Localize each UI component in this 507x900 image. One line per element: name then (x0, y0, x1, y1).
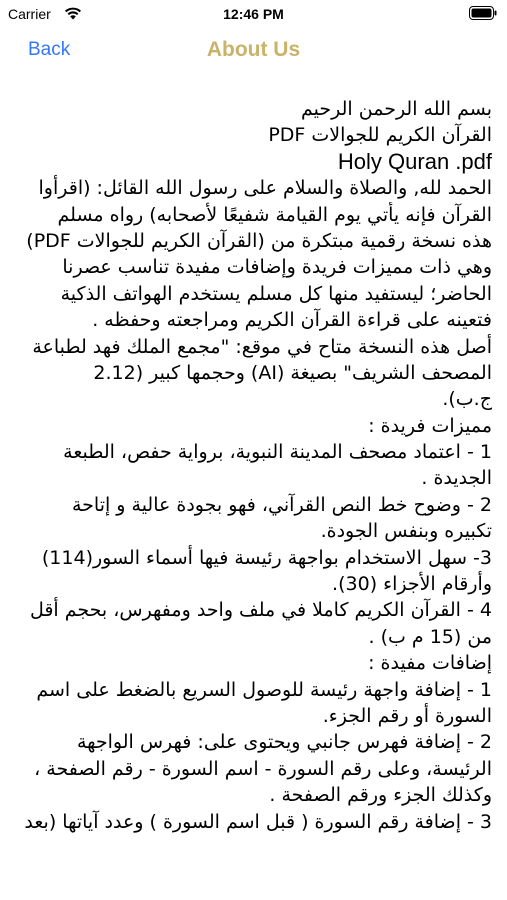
text-line: 3 - إضافة رقم السورة ( قبل اسم السورة ) وعدد آياتها (بعد (24, 810, 492, 833)
text-line: الحمد لله, والصلاة والسلام على رسول الله القائل: (اقرأوا (38, 177, 492, 200)
text-line: ج.ب). (442, 388, 492, 411)
text-line: 1 - إضافة واجهة رئيسة للوصول السريع بالضغط على اسم (36, 678, 492, 701)
text-line: القرآن فإنه يأتي يوم القيامة شفيعًا لأصحابه) رواه مسلم (57, 203, 492, 226)
text-line: 1 - اعتماد مصحف المدينة النبوية، برواية حفص، الطبعة (63, 441, 492, 464)
status-time: 12:46 PM (223, 6, 284, 22)
text-line: فتعينه على قراءة القرآن الكريم ومراجعته وحفظه . (92, 309, 492, 332)
carrier-label: Carrier (8, 6, 51, 22)
text-line: إضافات مفيدة : (368, 652, 492, 675)
text-line: وكذلك الجزء ورقم الصفحة . (269, 784, 492, 807)
text-line: 3- سهل الاستخدام بواجهة رئيسة فيها أسماء السور(114) (41, 546, 492, 569)
text-line: هذه نسخة رقمية مبتكرة من (القرآن الكريم للجوالات PDF) (26, 229, 492, 252)
text-line: تكبيره وبنفس الجودة. (320, 520, 492, 543)
text-line: وهي ذات مميزات فريدة وإضافات مفيدة تناسب عصرنا (62, 256, 492, 279)
about-text-view[interactable] (20, 96, 492, 886)
back-button[interactable]: Back (28, 39, 71, 60)
text-line: الحاضر؛ ليستفيد منها كل مسلم يستخدم الهواتف الذكية (60, 282, 492, 305)
battery-icon (469, 6, 497, 20)
text-line: Holy Quran .pdf (337, 148, 492, 174)
navigation-bar (0, 30, 507, 74)
text-line: المصحف الشريف" بصيغة (AI) وحجمها كبير (2.12 (93, 361, 492, 384)
text-line: بسم الله الرحمن الرحيم (301, 98, 492, 120)
text-line: 4 - القرآن الكريم كاملا في ملف واحد ومفهرس، بحجم أقل (29, 599, 492, 622)
text-line: 2 - إضافة فهرس جانبي ويحتوى على: فهرس الواجهة (76, 731, 492, 754)
status-bar (0, 0, 507, 30)
text-line: 2 - وضوح خط النص القرآني، فهو بجودة عالية و إتاحة (71, 493, 492, 516)
text-line: السورة أو رقم الجزء. (322, 704, 492, 727)
text-line: من (15 م ب) . (368, 625, 492, 648)
text-line: وأرقام الأجزاء (30). (332, 573, 492, 596)
text-line: الرئيسة، وعلى رقم السورة - اسم السورة - رقم الصفحة ، (34, 757, 492, 780)
text-line: الجديدة . (421, 467, 492, 490)
page-title: About Us (206, 38, 301, 61)
text-line: أصل هذه النسخة متاح في موقع: "مجمع الملك فهد لطباعة (32, 335, 492, 358)
text-line: مميزات فريدة : (368, 414, 492, 437)
text-line: القرآن الكريم للجوالات PDF (268, 124, 492, 147)
